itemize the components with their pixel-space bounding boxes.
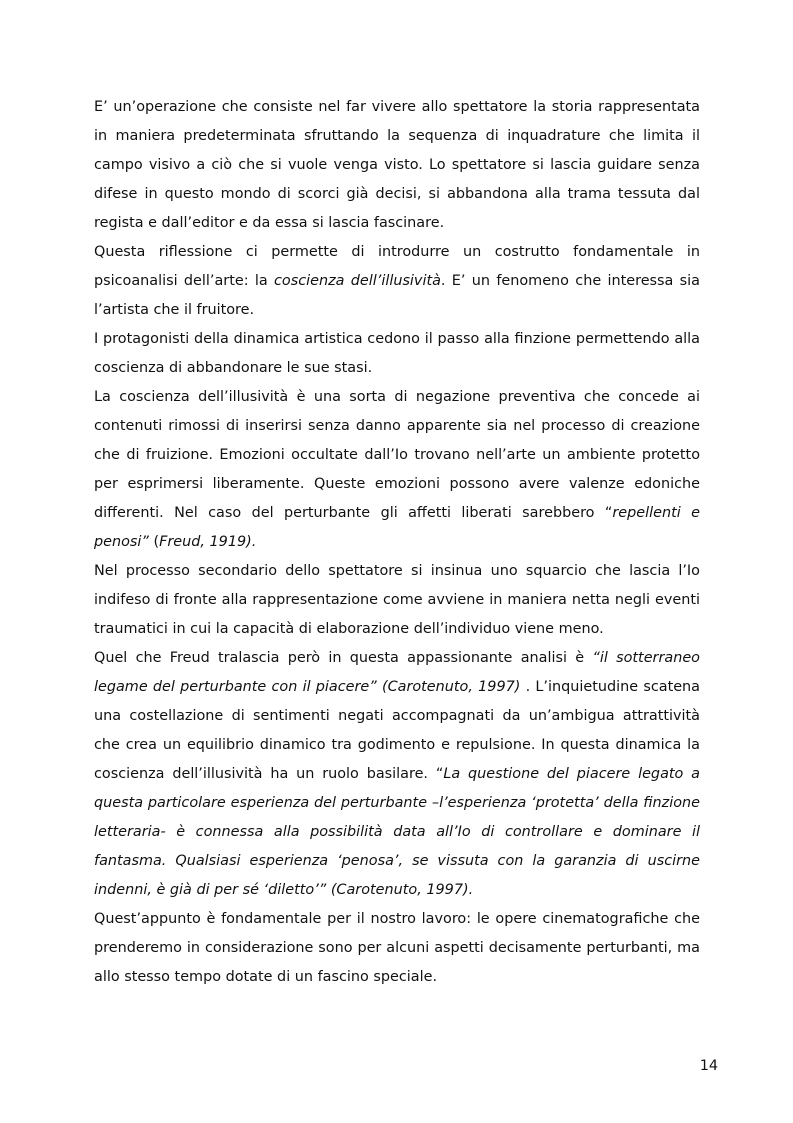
paragraph-2 xyxy=(94,238,700,325)
paragraph-text: I protagonisti della dinamica artistica cedono il passo alla finzione permettendo alla coscienza di abbandonare le sue stasi. xyxy=(94,331,700,376)
paragraph-text: . E’ un fenomeno che interessa sia l’artista che il fruitore. xyxy=(94,273,700,318)
paragraph-4 xyxy=(94,383,700,557)
italic-quote: La questione del piacere legato a questa particolare esperienza del perturbante –l’esperienza ‘protetta’ della finzione letteraria- è connessa alla possibilità data all’Io di controllare e dominare il fantasma. Qualsiasi esperienza ‘penosa’, se vissuta con la garanzia di uscirne indenni, è già di per sé ‘diletto’” (Carotenuto, 1997). xyxy=(94,766,701,898)
paragraph-6 xyxy=(94,644,700,905)
italic-quote: repellenti e penosi” xyxy=(94,505,700,550)
italic-term: coscienza dell’illusività xyxy=(273,273,441,289)
italic-quote: “il sotterraneo legame del perturbante con il piacere” (Carotenuto, 1997) xyxy=(94,650,700,695)
paragraph-3 xyxy=(94,325,700,383)
paragraph-text: Quest’appunto è fondamentale per il nostro lavoro: le opere cinematografiche che prenderemo in considerazione sono per alcuni aspetti decisamente perturbanti, ma allo stesso tempo dotate di un fascino speciale. xyxy=(94,911,700,985)
paragraph-5 xyxy=(94,557,700,644)
paragraph-text: Questa riflessione ci permette di introdurre un costrutto fondamentale in psicoanalisi dell’arte: la xyxy=(94,244,700,289)
paragraph-text: E’ un’operazione che consiste nel far vivere allo spettatore la storia rappresentata in maniera predeterminata sfruttando la sequenza di inquadrature che limita il campo visivo a ciò che si vuole venga visto. Lo spettatore si lascia guidare senza difese in questo mondo di scorci già decisi, si abbandona alla trama tessuta dal regista e dall’editor e da essa si lascia fascinare. xyxy=(94,99,700,231)
paragraph-text: Quel che Freud tralascia però in questa appassionante analisi è xyxy=(94,650,593,666)
paragraph-1 xyxy=(94,93,700,238)
paragraph-7 xyxy=(94,905,700,992)
paragraph-text: ( xyxy=(148,534,160,550)
paragraph-text: . L’inquietudine scatena una costellazione di sentimenti negati accompagnati da un’ambigua attrattività che crea un equilibrio dinamico tra godimento e repulsione. In questa dinamica la coscienza dell’illusività ha un ruolo basilare. “ xyxy=(94,679,700,782)
paragraph-text: La coscienza dell’illusività è una sorta di negazione preventiva che concede ai contenuti rimossi di inserirsi senza danno apparente sia nel processo di creazione che di fruizione. Emozioni occultate dall’Io trovano nell’arte un ambiente protetto per esprimersi liberamente. Queste emozioni possono avere valenze edoniche differenti. Nel caso del perturbante gli affetti liberati sarebbero “ xyxy=(94,389,700,521)
paragraph-text: Nel processo secondario dello spettatore si insinua uno squarcio che lascia l’Io indifeso di fronte alla rappresentazione come avviene in maniera netta negli eventi traumatici in cui la capacità di elaborazione dell’individuo viene meno. xyxy=(94,563,700,637)
citation: Freud, 1919). xyxy=(159,534,257,550)
page-number: 14 xyxy=(699,1058,718,1074)
body-text xyxy=(94,93,700,992)
